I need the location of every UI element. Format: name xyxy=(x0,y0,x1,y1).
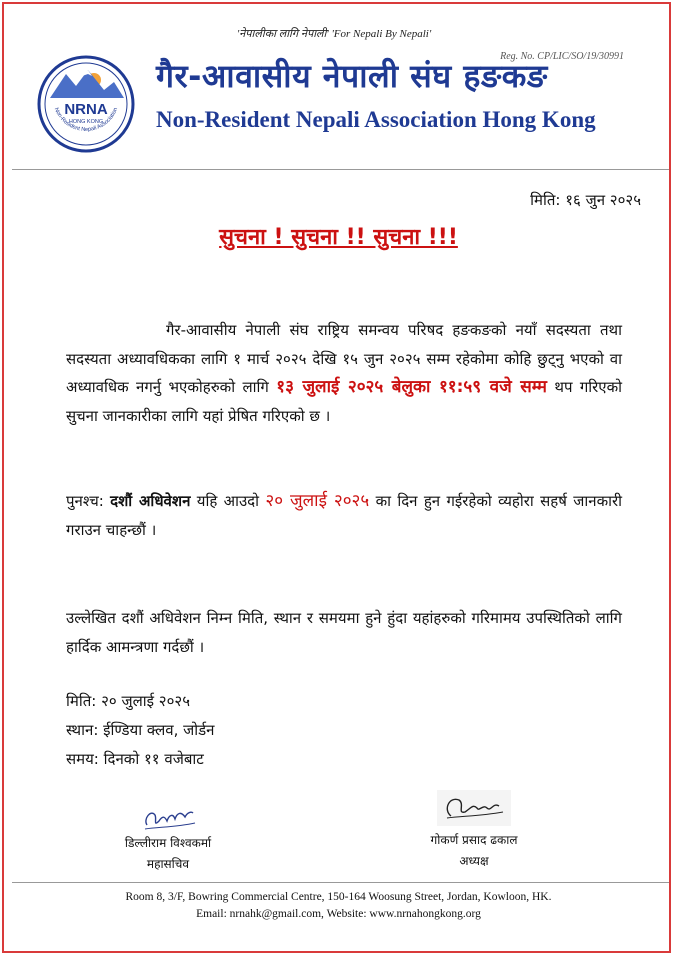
event-time: समय: दिनको ११ वजेबाट xyxy=(66,750,204,768)
notice-date: मिति: १६ जुन २०२५ xyxy=(530,191,641,209)
para2-text-c: का दिन हुन गईरहेको व्यहोरा सहर्ष जानकारी गराउन चाहन्छौं । xyxy=(66,492,622,539)
event-venue: स्थान: ईण्डिया क्लव, जोर्डन xyxy=(66,721,215,739)
footer-contact: Email: nrnahk@gmail.com, Website: www.nrnahongkong.org xyxy=(196,908,481,920)
footer-address: Room 8, 3/F, Bowring Commercial Centre, 150-164 Woosung Street, Jordan, Kowloon, HK. xyxy=(125,891,552,903)
footer-divider xyxy=(12,882,669,883)
president-title: अध्यक्ष xyxy=(459,854,489,868)
paragraph-membership xyxy=(66,316,622,430)
event-date: मिति: २० जुलाई २०२५ xyxy=(66,692,190,710)
logo-ring-text: Non-Resident Nepali Association xyxy=(52,106,120,133)
para2-text-b: यहि आउदो xyxy=(190,492,266,510)
footer xyxy=(4,889,673,923)
signature-secretary-icon xyxy=(133,801,203,833)
nrna-logo xyxy=(36,54,136,154)
signature-block-president xyxy=(384,786,564,872)
registration-number: Reg. No. CP/LIC/SO/19/30991 xyxy=(500,51,624,62)
secretary-name: डिल्लीराम विश्वकर्मा xyxy=(124,836,212,850)
secretary-title: महासचिव xyxy=(146,857,190,871)
logo-sub: HONG KONG xyxy=(68,119,104,125)
org-title-nepali: गैर-आवासीय नेपाली संघ हङकङ xyxy=(156,57,548,95)
para1-text-b: थप गरिएको सुचना जानकारीका लागि यहां प्रेषित गरिएको छ । xyxy=(66,378,623,425)
convention-name: दशौं अधिवेशन xyxy=(110,492,191,510)
tagline: 'नेपालीका लागि नेपाली' 'For Nepali By Nepali' xyxy=(236,28,432,40)
org-title-english: Non-Resident Nepali Association Hong Kong xyxy=(156,107,596,132)
deadline-highlight: १३ जुलाई २०२५ बेलुका ११:५९ वजे सम्म xyxy=(276,377,547,397)
para1-text-a: गैर-आवासीय नेपाली संघ राष्ट्रिय समन्वय परिषद हङकङको नयाँ सदस्यता तथा सदस्यता अध्यावधिकका लागि १ मार्च २०२५ देखि १५ जुन २०२५ सम्म रहेकोमा कोहि छुट्नु भएको वा अध्यावधिक नगर्नु भएकोहरुको लागि xyxy=(66,321,622,396)
para2-text-a: पुनश्च: xyxy=(66,492,111,510)
event-details xyxy=(66,687,215,774)
paragraph-invitation: उल्लेखित दशौं अधिवेशन निम्न मिति, स्थान र समयमा हुने हुंदा यहांहरुको गरिमामय उपस्थितिको लागि हार्दिक आमन्त्रणा गर्दछौं । xyxy=(66,609,622,656)
paragraph-convention xyxy=(66,487,622,544)
president-name: गोकर्ण प्रसाद ढकाल xyxy=(430,833,518,847)
page-frame xyxy=(2,2,671,953)
signature-president-icon xyxy=(429,786,519,830)
notice-heading: सुचना ! सुचना !! सुचना !!! xyxy=(219,225,458,250)
signature-block-secretary xyxy=(78,801,258,875)
convention-date-highlight: २० जुलाई २०२५ xyxy=(265,491,370,511)
header-divider xyxy=(12,169,669,170)
logo-abbr: NRNA xyxy=(64,101,108,118)
